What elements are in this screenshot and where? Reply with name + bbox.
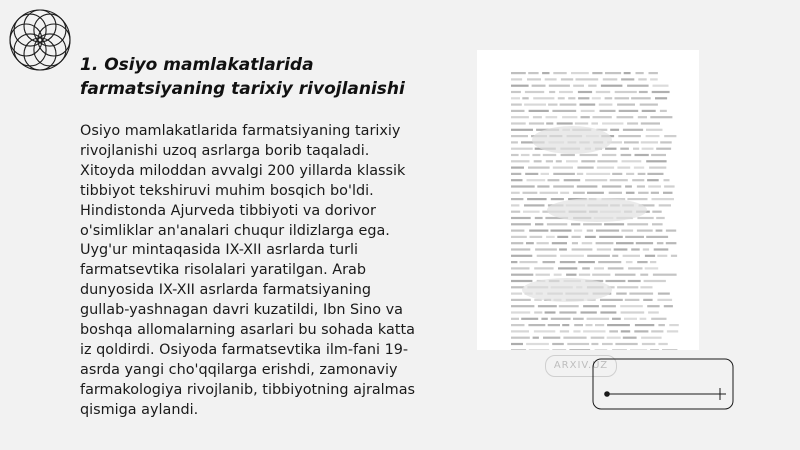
rounded-frame-with-line-icon: [592, 358, 734, 410]
document-watermark-stamp: ARXIV.UZ: [545, 355, 617, 377]
document-text-lines: [477, 50, 699, 350]
slide-title: 1. Osiyo mamlakatlarida farmatsiyaning tarixiy rivojlanishi: [80, 55, 405, 99]
circular-rosette-logo-icon: [4, 4, 76, 76]
document-page-image: [477, 50, 699, 350]
slide-body-text: Osiyo mamlakatlarida farmatsiyaning tarixiy rivojlanishi uzoq asrlarga borib taqaladi. Xitoyda miloddan avvalgi 200 yillarda klassik tibbiyot tekshiruvi muhim bosqich bo'ldi. Hindistonda Ajurveda tibbiyoti va dorivor o'simliklar an'analari chuqur ildizlarga ega. Uyg'ur mintaqasida IX-XII asrlarda turli farmatsevtika risolalari yaratilgan. Arab dunyosida IX-XII asrlarda farmatsiyaning gullab-yashnagan davri kuzatildi, Ibn Sino va boshqa allomalarning asarlari bu sohada katta iz qoldirdi. Osiyoda farmatsevtika ilm-fani 19-asrda yangi cho'qqilarga erishdi, zamonaviy farmakologiya rivojlanib, tibbiyotning ajralmas qismiga aylandi.: [80, 123, 416, 418]
